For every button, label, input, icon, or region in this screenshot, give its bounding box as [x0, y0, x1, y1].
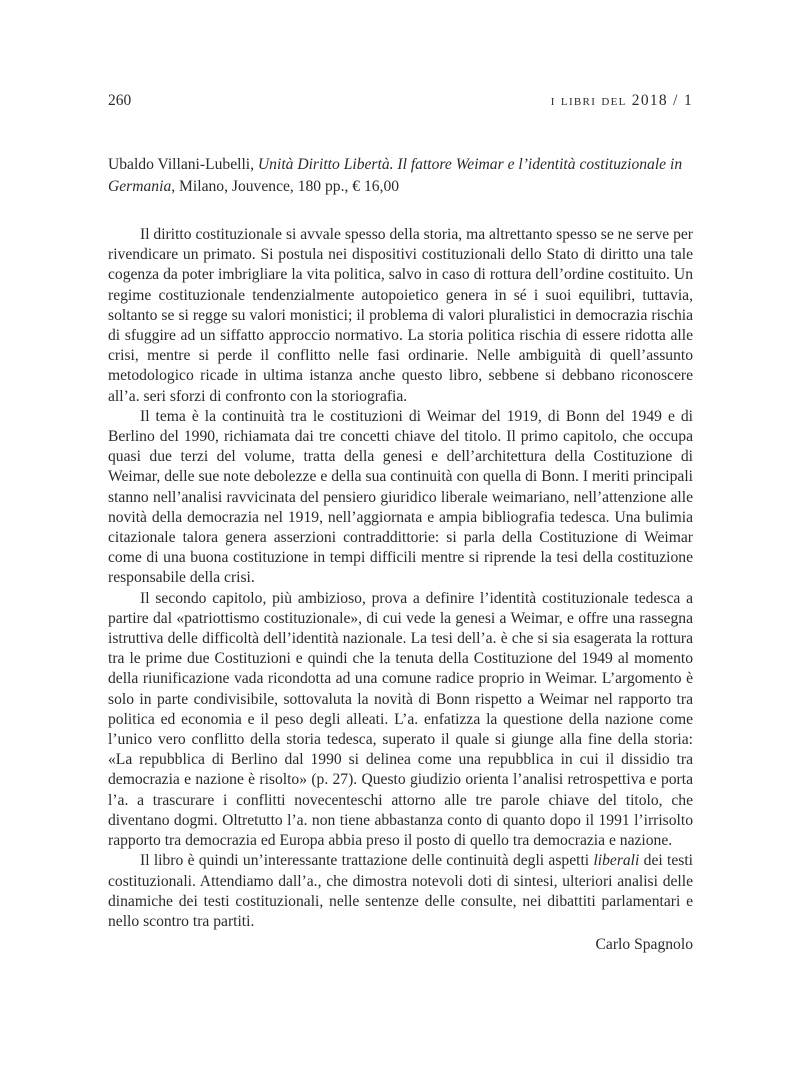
- paragraph-3: Il secondo capitolo, più ambizioso, prova a definire l’identità costituzionale tedesca a partire dal «patriottismo costituzionale», di cui vede la genesi a Weimar, e offre una rassegna istruttiva delle difficoltà dell’identità nazionale. La tesi dell’a. è che si sia esagerata la rottura tra le prime due Costituzioni e quindi che la tenuta della Costituzione del 1949 al momento della riunificazione vada ricondotta ad una comune radice proprio in Weimar. L’argomento è solo in parte condivisibile, sottovaluta la novità di Bonn rispetto a Weimar nel rapporto tra politica ed economia e il peso degli alleati. L’a. enfatizza la questione della nazione come l’unico vero conflitto della storia tedesca, superato il quale si giunge alla fine della storia: «La repubblica di Berlino dal 1990 si delinea come una repubblica in cui il dissidio tra democrazia e nazione è risolto» (p. 27). Questo giudizio orienta l’analisi retrospettiva e porta l’a. a trascurare i conflitti novecenteschi attorno alle tre parole chiave del titolo, che diventano dogmi. Oltretutto l’a. non tiene abbastanza conto di quanto dopo il 1991 l’irrisolto rapporto tra democrazia ed Europa abbia preso il posto di quello tra democrazia e nazione.: [108, 589, 693, 850]
- paragraph-4: [108, 851, 693, 932]
- paragraph-1: Il diritto costituzionale si avvale spesso della storia, ma altrettanto spesso se ne serve per rivendicare un primato. Si postula nei dispositivi costituzionali dello Stato di diritto una tale cogenza da poter imbrigliare la vita politica, salvo in caso di rottura dell’ordine costituito. Un regime costituzionale tendenzialmente autopoietico genera in sé i suoi equilibri, tuttavia, soltanto se si regge su valori monistici; il problema di valori pluralistici in democrazia rischia di sfuggire ad un siffatto approccio normativo. La storia politica rischia di essere ridotta alle crisi, mentre si perde il conflitto nelle fasi ordinarie. Nelle ambiguità di quell’assunto metodologico ricade in ultima istanza anche questo libro, sebbene si debbano riconoscere all’a. seri sforzi di confronto con la storiografia.: [108, 226, 693, 405]
- paragraph-4-end: dei testi costituzionali. Attendiamo dall’a., che dimostra notevoli doti di sintesi, ulteriori analisi delle dinamiche dei testi costituzionali, nelle sentenze delle consulte, nei dibattiti parlamentari e nello scontro tra partiti.: [108, 852, 693, 930]
- reviewer-signature: Carlo Spagnolo: [595, 936, 693, 954]
- citation-author: Ubaldo Villani-Lubelli,: [108, 156, 258, 173]
- book-citation: [108, 154, 693, 197]
- paragraph-4-emphasis: liberali: [593, 852, 640, 870]
- citation-title: Unità Diritto Libertà. Il fattore Weimar e l’identità costituzionale in Germania: [108, 156, 683, 195]
- paragraph-2: Il tema è la continuità tra le costituzioni di Weimar del 1919, di Bonn del 1949 e di Berlino del 1990, richiamata dai tre concetti chiave del titolo. Il primo capitolo, che occupa quasi due terzi del volume, tratta della genesi e dell’architettura della Costituzione di Weimar, delle sue note debolezze e della sua continuità con quella di Bonn. I meriti principali stanno nell’analisi ravvicinata del pensiero giuridico liberale weimariano, nell’attenzione alle novità della democrazia nel 1919, nell’aggiornata e ampia bibliografia tedesca. Una bulimia citazionale talora genera asserzioni contraddittorie: si parla della Costituzione di Weimar come di una buona costituzione in tempi difficili mentre si riprende la tesi della costituzione responsabile della crisi.: [108, 407, 693, 587]
- running-head: [108, 92, 693, 122]
- review-body: [108, 225, 693, 932]
- citation-details: , Milano, Jouvence, 180 pp., € 16,00: [171, 177, 400, 195]
- page: [108, 92, 693, 955]
- paragraph-4-start: Il libro è quindi un’interessante trattazione delle continuità degli aspetti: [140, 852, 594, 870]
- running-title: i libri del 2018 / 1: [550, 92, 693, 109]
- page-number: 260: [108, 92, 132, 109]
